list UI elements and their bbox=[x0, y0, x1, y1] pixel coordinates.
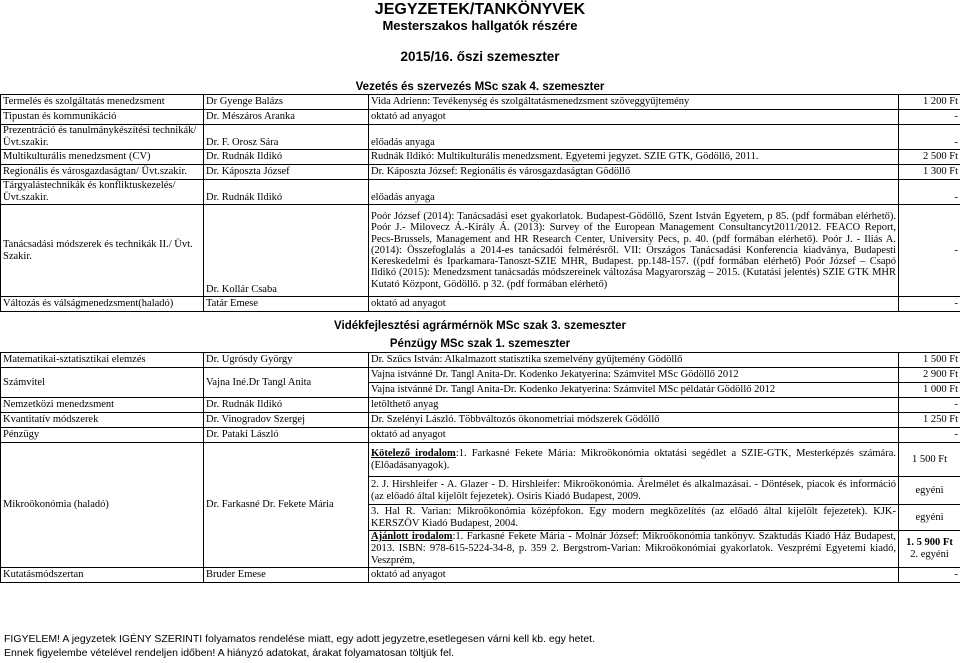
table-penzugy bbox=[0, 352, 960, 583]
price-cell: 2 900 Ft bbox=[899, 368, 960, 383]
subject-cell: Mikroökonómia (haladó) bbox=[1, 443, 204, 568]
footer-notice: FIGYELEM! A jegyzetek IGÉNY SZERINTI folyamatos rendelése miatt, egy adott jegyzetre,esetlegesen várni kell kb. egy hetet. bbox=[4, 633, 596, 645]
teacher-cell: Dr. F. Orosz Sára bbox=[204, 125, 369, 150]
teacher-cell: Dr. Rudnák Ildikó bbox=[204, 150, 369, 165]
section-title-vezetes: Vezetés és szervezés MSc szak 4. szemeszter bbox=[355, 81, 605, 93]
table-row bbox=[1, 95, 960, 110]
material-cell: előadás anyaga bbox=[369, 125, 899, 150]
price-cell: - bbox=[899, 205, 960, 297]
teacher-cell: Dr. Mészáros Aranka bbox=[204, 110, 369, 125]
table-row bbox=[1, 205, 960, 297]
table-row bbox=[1, 413, 960, 428]
price-cell: 1 300 Ft bbox=[899, 165, 960, 180]
teacher-cell: Tatár Emese bbox=[204, 297, 369, 312]
teacher-cell: Dr. Rudnák Ildikó bbox=[204, 398, 369, 413]
table-row bbox=[1, 180, 960, 205]
price-line: 1. 5 900 Ft bbox=[906, 537, 953, 548]
mandatory-literature-label: Kötelező irodalom bbox=[371, 447, 456, 459]
price-cell: - bbox=[899, 180, 960, 205]
table-row bbox=[1, 150, 960, 165]
page-title: JEGYZETEK/TANKÖNYVEK bbox=[374, 1, 586, 18]
price-cell: 1 200 Ft bbox=[899, 95, 960, 110]
subject-cell: Regionális és városgazdaságtan/ Üvt.szakir. bbox=[1, 165, 204, 180]
recommended-literature-label: Ajánlott irodalom bbox=[371, 531, 453, 542]
subject-cell: Matematikai-sztatisztikai elemzés bbox=[1, 353, 204, 368]
material-cell: Dr. Szűcs István: Alkalmazott statisztika szemelvény gyűjtemény Gödöllő bbox=[369, 353, 899, 368]
section-title-penzugy: Pénzügy MSc szak 1. szemeszter bbox=[389, 338, 571, 350]
teacher-cell: Dr. Kollár Csaba bbox=[204, 205, 369, 297]
material-cell: előadás anyaga bbox=[369, 180, 899, 205]
table-row bbox=[1, 297, 960, 312]
price-cell: - bbox=[899, 110, 960, 125]
teacher-cell: Dr. Káposzta József bbox=[204, 165, 369, 180]
teacher-cell: Dr Gyenge Balázs bbox=[204, 95, 369, 110]
teacher-cell: Bruder Emese bbox=[204, 568, 369, 583]
teacher-cell: Dr. Farkasné Dr. Fekete Mária bbox=[204, 443, 369, 568]
subject-cell: Számvitel bbox=[1, 368, 204, 398]
price-cell bbox=[899, 531, 960, 568]
subject-cell: Prezentráció és tanulmánykészítési technikák/ Üvt.szakir. bbox=[1, 125, 204, 150]
semester-heading: 2015/16. őszi szemeszter bbox=[400, 49, 560, 64]
material-cell: letölthető anyag bbox=[369, 398, 899, 413]
price-cell: - bbox=[899, 125, 960, 150]
material-cell: oktató ad anyagot bbox=[369, 110, 899, 125]
subject-cell: Pénzügy bbox=[1, 428, 204, 443]
subject-cell: Kutatásmódszertan bbox=[1, 568, 204, 583]
subject-cell: Tárgyalástechnikák és konfliktuskezelés/ Üvt.szakir. bbox=[1, 180, 204, 205]
page-subtitle: Mesterszakos hallgatók részére bbox=[382, 18, 578, 33]
material-cell bbox=[369, 443, 899, 477]
table-row bbox=[1, 568, 960, 583]
material-cell: Vajna istvánné Dr. Tangl Anita-Dr. Kodenko Jekatyerina: Számvitel MSc példatár Gödöllő 2012 bbox=[369, 383, 899, 398]
subject-cell: Kvantitatív módszerek bbox=[1, 413, 204, 428]
teacher-cell: Dr. Vinogradov Szergej bbox=[204, 413, 369, 428]
material-cell: Dr. Káposzta József: Regionális és városgazdaságtan Gödöllő bbox=[369, 165, 899, 180]
subject-cell: Multikulturális menedzsment (CV) bbox=[1, 150, 204, 165]
material-text: :1. Farkasné Fekete Mária - Molnár József: Mikroökonómia tankönyv. Szaktudás Kiadó Ház Budapest, 2013. ISBN: 978-615-5224-34-8, p. 359 2. Bergstrom-Varian: Mikroökonómiai gyakorlatok. Veszprémi Egyetemi kiadó, Veszprém, bbox=[371, 531, 896, 566]
teacher-cell: Vajna Iné.Dr Tangl Anita bbox=[204, 368, 369, 398]
table-row bbox=[1, 110, 960, 125]
price-cell: 1 500 Ft bbox=[899, 443, 960, 477]
subject-cell: Változás és válságmenedzsment(haladó) bbox=[1, 297, 204, 312]
teacher-cell: Dr. Ugrósdy György bbox=[204, 353, 369, 368]
material-text: :1. Farkasné Fekete Mária: Mikroökonómia oktatási segédlet a SZIE-GTK, Mesterképzés számára. (Előadásanyagok). bbox=[371, 447, 896, 471]
material-cell: Poór József (2014): Tanácsadási eset gyakorlatok. Budapest-Gödöllő, Szent István Egyetem, p 85. (pdf formában elérhető). Poór J.- Milovecz Á.-Király Á. (2013): Survey of the European Management Consultancyt2011/2012. FEACO Report, Pecs-Brussels, Management and HR Research Center, University Pecs, p. 40. (pdf formában elérhető). Poór J. - Iliás A. (2014): Összefoglalás a 2014-es tanácsadói felmérésről. VII: Országos Tanácsadási Konferencia kiadványa, Budapesti Kereskedelmi és Iparkamara-Tanoszt-SZIE MHR, Budapest. pp.148-157. ((pdf formában elérhető) Poór József – Csapó Ildikó (2015): Menedzsment tanácsadás módszereinek változása Magyarország – 2015. (Kutatási jelentés) SZIE GTK MHR Kutató Központ, Gödöllő. p 32. (pdf formában elérhető) bbox=[369, 205, 899, 297]
price-cell: 1 000 Ft bbox=[899, 383, 960, 398]
table-row bbox=[1, 368, 960, 383]
footer-notice: Ennek figyelembe vételével rendeljen időben! A hiányzó adatokat, árakat folyamatosan töltjük fel. bbox=[4, 647, 455, 659]
material-cell: Rudnák Ildikó: Multikulturális menedzsment. Egyetemi jegyzet. SZIE GTK, Gödöllő, 2011. bbox=[369, 150, 899, 165]
price-cell: - bbox=[899, 568, 960, 583]
price-cell: egyéni bbox=[899, 477, 960, 505]
table-row bbox=[1, 443, 960, 477]
price-cell: egyéni bbox=[899, 505, 960, 531]
material-cell: oktató ad anyagot bbox=[369, 568, 899, 583]
price-cell: - bbox=[899, 398, 960, 413]
material-cell: 3. Hal R. Varian: Mikroökonómia középfokon. Egy modern megközelítés (az előadó által kijelölt fejezetek). KJK-KERSZÖV Kiadó Budapest, 2004. bbox=[369, 505, 899, 531]
price-cell: 2 500 Ft bbox=[899, 150, 960, 165]
material-cell: oktató ad anyagot bbox=[369, 428, 899, 443]
table-row bbox=[1, 398, 960, 413]
teacher-cell: Dr. Pataki László bbox=[204, 428, 369, 443]
material-cell: Dr. Szelényi László. Többváltozós ökonometriai módszerek Gödöllő bbox=[369, 413, 899, 428]
subject-cell: Tanácsadási módszerek és technikák II./ Üvt. Szakir. bbox=[1, 205, 204, 297]
material-cell: Vida Adrienn: Tevékenység és szolgáltatásmenedzsment szöveggyűjtemény bbox=[369, 95, 899, 110]
price-cell: 1 500 Ft bbox=[899, 353, 960, 368]
material-cell: oktató ad anyagot bbox=[369, 297, 899, 312]
price-cell: 1 250 Ft bbox=[899, 413, 960, 428]
subject-cell: Nemzetközi menedzsment bbox=[1, 398, 204, 413]
subject-cell: Termelés és szolgáltatás menedzsment bbox=[1, 95, 204, 110]
table-row bbox=[1, 165, 960, 180]
teacher-cell: Dr. Rudnák Ildikó bbox=[204, 180, 369, 205]
material-cell: Vajna istvánné Dr. Tangl Anita-Dr. Kodenko Jekatyerina: Számvitel MSc Gödöllő 2012 bbox=[369, 368, 899, 383]
material-cell: 2. J. Hirshleifer - A. Glazer - D. Hirshleifer: Mikroökonómia. Árelmélet és alkalmazásai. - Döntések, piacok és információ (az előadó által kijelölt fejezetek). Osiris Kiadó Budapest, 2009. bbox=[369, 477, 899, 505]
price-cell: - bbox=[899, 428, 960, 443]
table-row bbox=[1, 353, 960, 368]
price-cell: - bbox=[899, 297, 960, 312]
price-line: 2. egyéni bbox=[910, 549, 949, 560]
section-title-videkfejlesztes: Vidékfejlesztési agrármérnök MSc szak 3. szemeszter bbox=[334, 320, 626, 332]
subject-cell: Tipustan és kommunikáció bbox=[1, 110, 204, 125]
table-row bbox=[1, 125, 960, 150]
table-vezetes bbox=[0, 94, 960, 312]
table-row bbox=[1, 428, 960, 443]
material-cell bbox=[369, 531, 899, 568]
